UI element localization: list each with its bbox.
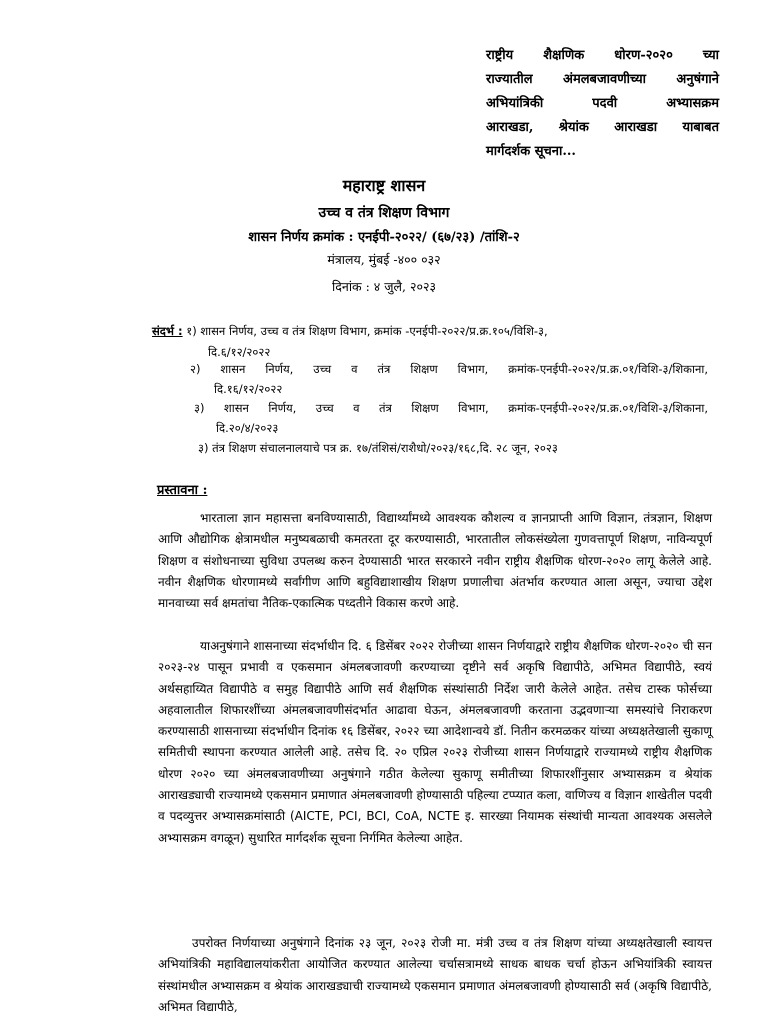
subject-line: राज्यातील अंमलबजावणीच्या अनुषंगाने <box>486 72 719 87</box>
reference-date: दि.६/१२/२०२२ <box>208 345 271 359</box>
paragraph-text: उपरोक्त निर्णयाच्या अनुषंगाने दिनांक २३ जून, २०२३ रोजी मा. मंत्री उच्च व तंत्र शिक्षण यांच्या अध्यक्षतेखाली स्वायत्त अभियांत्रिकी महाविद्यालयांकरीता आयोजित करण्यात आलेल्या चर्चासत्रामध्ये साधक बाधक चर्चा होऊन अभियांत्रिकी स्वायत्त संस्थांमधील अभ्यासक्रम व श्रेयांक आराखड्याची राज्यामध्ये एकसमान प्रमाणात अंमलबजावणी होण्यासाठी सर्व (अकृषि विद्यापीठे, अभिमत विद्यापीठे, <box>158 936 712 1014</box>
paragraph-text: भारताला ज्ञान महासत्ता बनविण्यासाठी, विद्यार्थ्यांमध्ये आवश्यक कौशल्य व ज्ञानप्राप्ती आणि विज्ञान, तंत्रज्ञान, शिक्षण आणि औद्योगिक क्षेत्रामधील मनुष्यबळाची कमतरता दूर करण्यासाठी, भारतातील लोकसंख्येला गुणवत्तापूर्ण शिक्षण, नाविन्यपूर्ण शिक्षण व संशोधनाच्या सुविधा उपलब्ध करुन देण्यासाठी भारत सरकारने नवीन राष्ट्रीय शैक्षणिक धोरण-२०२० लागू केलेले आहे. नवीन शैक्षणिक धोरणामध्ये सर्वांगीण आणि बहुविद्याशाखीय शिक्षण प्रणालीचा अंतर्भाव करण्यात आला असून, ज्याचा उद्देश मानवाच्या सर्व क्षमतांचा नैतिक-एकात्मिक पध्दतीने विकास करणे आहे. <box>158 511 712 611</box>
reference-date: दि.१६/१२/२०२२ <box>214 382 283 396</box>
department-title: उच्च व तंत्र शिक्षण विभाग <box>318 205 450 221</box>
reference-date: दि.२०/४/२०२३ <box>216 421 279 435</box>
reference-item-2: २) शासन निर्णय, उच्च व तंत्र शिक्षण विभाग, क्रमांक-एनईपी-२०२२/प्र.क्र.०१/विशि-३/शिकाना, <box>190 362 708 376</box>
subject-block <box>486 44 719 164</box>
paragraph-text: याअनुषंगाने शासनाच्या संदर्भाधीन दि. ६ डिसेंबर २०२२ रोजीच्या शासन निर्णयाद्वारे राष्ट्रीय शैक्षणिक धोरण-२०२० ची सन २०२३-२४ पासून प्रभावी व एकसमान अंमलबजावणी करण्याच्या दृष्टीने सर्व अकृषि विद्यापीठे, अभिमत विद्यापीठे, स्वयं अर्थसहाय्यित विद्यापीठे व समुह विद्यापीठे आणि सर्व शैक्षणिक संस्थांसाठी निर्देश जारी केलेले आहेत. तसेच टास्क फोर्सच्या अहवालातील शिफारशींच्या अंमलबजावणीसंदर्भात आढावा घेऊन, अंमलबजावणी करताना उद्भवणाऱ्या समस्यांचे निराकरण करण्यासाठी शासनाच्या संदर्भाधीन दिनांक १६ डिसेंबर, २०२२ च्या आदेशान्वये डॉ. नितीन करमळकर यांच्या अध्यक्षतेखाली सुकाणू समितीची स्थापना करण्यात आलेली आहे. तसेच दि. २० एप्रिल २०२३ रोजीच्या शासन निर्णयाद्वारे राज्यामध्ये राष्ट्रीय शैक्षणिक धोरण २०२० च्या अंमलबजावणीच्या अनुषंगाने गठीत केलेल्या सुकाणू समीतीच्या शिफारशींनुसार अभ्यासक्रम व श्रेयांक आराखड्याची राज्यामध्ये एकसमान प्रमाणात अंमलबजावणी होण्यासाठी पहिल्या टप्प्यात कला, वाणिज्य व विज्ञान शाखेतील पदवी व पदव्युत्तर अभ्यासक्रमांसाठी (AICTE, PCI, BCI, CoA, NCTE इ. सारख्या नियामक संस्थांची मान्यता आवश्यक असलेले अभ्यासक्रम वगळून) सुधारित मार्गदर्शक सूचना निर्गमित केलेल्या आहेत. <box>158 639 712 845</box>
gr-date: दिनांक : ४ जुलै, २०२३ <box>332 279 436 294</box>
references-label: संदर्भ : <box>152 324 183 338</box>
preamble-paragraph <box>158 636 712 849</box>
preamble-heading: प्रस्तावना : <box>157 483 208 498</box>
reference-item-4: ३) तंत्र शिक्षण संचालनालयाचे पत्र क्र. १७/तंशिसं/राशैधो/२०२३/१६८,दि. २८ जून, २०२३ <box>198 441 558 455</box>
reference-item-3: ३) शासन निर्णय, उच्च व तंत्र शिक्षण विभाग, क्रमांक-एनईपी-२०२२/प्र.क्र.०१/विशि-३/शिकाना, <box>194 401 708 415</box>
address: मंत्रालय, मुंबई -४०० ०३२ <box>327 252 441 267</box>
reference-item-1 <box>152 321 548 341</box>
government-title: महाराष्ट्र शासन <box>342 176 426 195</box>
gr-number: शासन निर्णय क्रमांक : एनईपी-२०२२/ (६७/२३) /तांशि-२ <box>248 230 520 245</box>
subject-line: आराखडा, श्रेयांक आराखडा याबाबत <box>486 120 719 135</box>
subject-line: अभियांत्रिकी पदवी अभ्यासक्रम <box>486 96 719 111</box>
reference-text: १) शासन निर्णय, उच्च व तंत्र शिक्षण विभाग, क्रमांक -एनईपी-२०२२/प्र.क्र.१०५/विशि-३, <box>186 324 548 338</box>
subject-line: मार्गदर्शक सूचना... <box>486 144 576 159</box>
subject-line: राष्ट्रीय शैक्षणिक धोरण-२०२० च्या <box>486 48 719 63</box>
preamble-paragraph <box>158 508 712 614</box>
preamble-paragraph <box>158 933 712 1018</box>
